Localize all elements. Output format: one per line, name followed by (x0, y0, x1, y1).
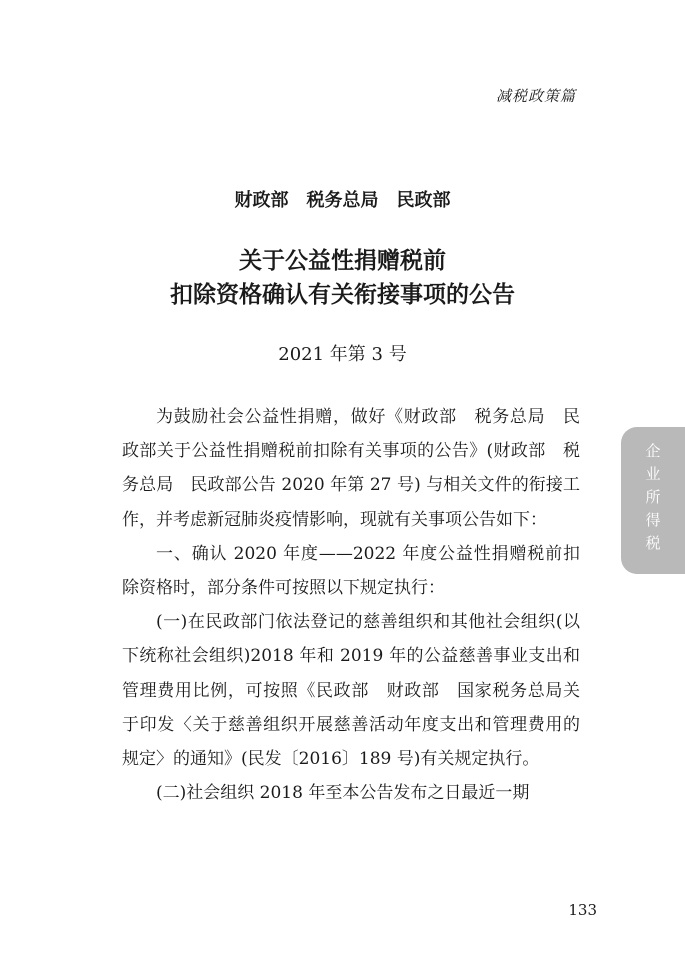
chapter-side-tab (621, 427, 685, 574)
paragraph-intro: 为鼓励社会公益性捐赠，做好《财政部 税务总局 民政部关于公益性捐赠税前扣除有关事项的公告》(财政部 税务总局 民政部公告 2020 年第 27 号) 与相关文件的衔接工作，并考虑新冠肺炎疫情影响，现就有关事项公告如下： (122, 407, 580, 530)
page-number: 133 (568, 901, 597, 919)
paragraph-section-1: 一、确认 2020 年度——2022 年度公益性捐赠税前扣除资格时，部分条件可按照以下规定执行： (122, 543, 580, 599)
running-header: 减税政策篇 (495, 87, 576, 105)
side-tab-label: 企业所得税 (643, 443, 662, 558)
issuing-authorities: 财政部 税务总局 民政部 (234, 190, 451, 211)
document-title (0, 244, 685, 312)
body-text (122, 400, 580, 810)
title-line-2: 扣除资格确认有关衔接事项的公告 (170, 281, 515, 308)
paragraph-item-1: (一)在民政部门依法登记的慈善组织和其他社会组织(以下统称社会组织)2018 年和 2019 年的公益慈善事业支出和管理费用比例，可按照《民政部 财政部 国家税务总局关于印发〈关于慈善组织开展慈善活动年度支出和管理费用的规定〉的通知》(民发〔2016〕189 号)有关规定执行。 (122, 612, 580, 770)
title-line-1: 关于公益性捐赠税前 (239, 247, 446, 274)
paragraph-item-2: (二)社会组织 2018 年至本公告发布之日最近一期 (156, 783, 530, 804)
document-number: 2021 年第 3 号 (278, 344, 407, 365)
